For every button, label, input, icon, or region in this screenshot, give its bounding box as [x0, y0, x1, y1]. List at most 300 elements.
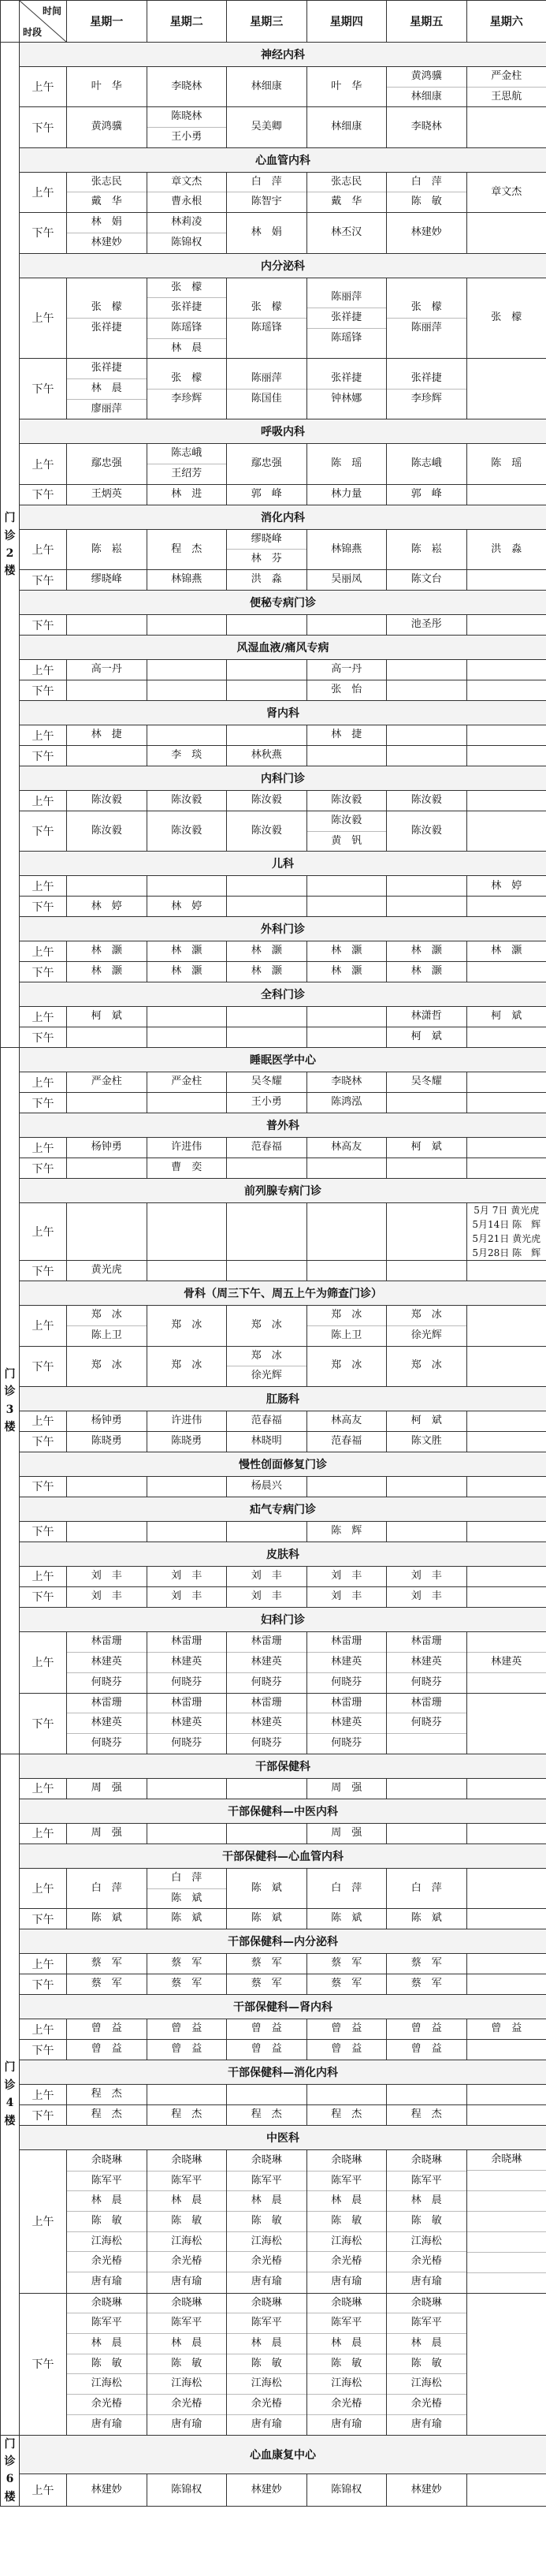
- doctor-name: 严金柱: [171, 1076, 202, 1088]
- doctor-name: 郑 冰: [307, 1306, 387, 1326]
- doctor-cell: [147, 172, 227, 212]
- doctor-cell: [147, 2085, 227, 2105]
- doctor-cell: [147, 1566, 227, 1586]
- doctor-cell: [387, 107, 467, 147]
- doctor-name: 钟林娜: [331, 392, 362, 404]
- doctor-cell: [466, 1521, 546, 1541]
- doctor-cell: [306, 791, 387, 811]
- section-title: 内科门诊: [20, 766, 546, 791]
- doctor-name: [467, 1356, 546, 1376]
- doctor-name: 张祥捷: [307, 308, 387, 329]
- doctor-name: [467, 1477, 546, 1497]
- doctor-name: [307, 1477, 387, 1497]
- day-header: 星期三: [227, 1, 307, 43]
- doctor-name: 林丕汉: [331, 226, 362, 238]
- doctor-cell: [227, 1954, 307, 1974]
- doctor-name: 许进伟: [171, 1415, 202, 1427]
- doctor-name: 张祥捷: [387, 369, 466, 390]
- doctor-name: 陈丽萍: [410, 321, 442, 334]
- doctor-cell: [227, 2473, 307, 2506]
- doctor-name: 郑 冰: [91, 1359, 122, 1372]
- schedule-row: [1, 1778, 546, 1799]
- doctor-cell: [466, 876, 546, 897]
- section-row: [1, 1541, 546, 1566]
- floor-label-text: 门诊6楼: [4, 2437, 16, 2503]
- time-slot: 下午: [20, 1693, 67, 1754]
- section-title: 呼吸内科: [20, 419, 546, 444]
- doctor-name: 章文杰: [491, 185, 522, 198]
- doctor-cell: [387, 1909, 467, 1929]
- doctor-cell: [67, 725, 147, 746]
- doctor-cell: [466, 2040, 546, 2060]
- doctor-cell: [466, 2293, 546, 2435]
- doctor-name: [67, 615, 147, 635]
- doctor-name: 陈军平: [227, 2172, 306, 2192]
- doctor-name: 林建妙: [251, 2483, 282, 2496]
- doctor-name: 林细康: [410, 90, 442, 103]
- doctor-cell: [147, 897, 227, 917]
- doctor-name: 唐有瑜: [331, 2276, 362, 2288]
- doctor-cell: [67, 680, 147, 701]
- doctor-name: 陈汝毅: [410, 794, 442, 807]
- section-row: [1, 1497, 546, 1521]
- doctor-cell: [67, 107, 147, 147]
- doctor-name: 曹永根: [171, 196, 202, 208]
- doctor-name: 张祥捷: [91, 321, 122, 334]
- doctor-name: 曾 益: [91, 2043, 122, 2056]
- doctor-name: 林 娟: [251, 226, 282, 238]
- doctor-cell: [67, 278, 147, 359]
- schedule-row: [1, 172, 546, 212]
- schedule-row: [1, 876, 546, 897]
- doctor-name: 李晓林: [331, 1076, 362, 1088]
- doctor-name: [467, 1879, 546, 1899]
- doctor-cell: [67, 1909, 147, 1929]
- doctor-name: 黄鸿骥: [387, 67, 466, 88]
- doctor-cell: [466, 1476, 546, 1497]
- doctor-cell: [147, 1954, 227, 1974]
- doctor-name: 郑 冰: [387, 1306, 466, 1326]
- doctor-cell: [387, 1007, 467, 1027]
- doctor-name: [467, 2480, 546, 2500]
- doctor-name: 林雷珊: [67, 1694, 147, 1714]
- section-row: [1, 2126, 546, 2150]
- time-slot: 下午: [20, 1027, 67, 1048]
- doctor-cell: [227, 615, 307, 636]
- doctor-cell: [466, 1346, 546, 1386]
- doctor-cell: [387, 359, 467, 419]
- doctor-name: [467, 1713, 546, 1733]
- doctor-name: [67, 1222, 147, 1242]
- doctor-name: 唐有瑜: [171, 2418, 202, 2430]
- doctor-name: 林雷珊: [307, 1632, 387, 1653]
- doctor-cell: [227, 1411, 307, 1431]
- doctor-name: 林 晨: [307, 2191, 387, 2212]
- doctor-name: 唐有瑜: [251, 2418, 282, 2430]
- doctor-name: 陈鸿泓: [331, 1096, 362, 1109]
- doctor-cell: [306, 1823, 387, 1843]
- section-row: [1, 766, 546, 791]
- doctor-name: 林 晨: [147, 2334, 227, 2354]
- doctor-cell: [67, 941, 147, 962]
- schedule-row: [1, 1693, 546, 1754]
- doctor-cell: [387, 1431, 467, 1452]
- doctor-name: 柯 斌: [410, 1141, 442, 1154]
- doctor-cell: [67, 811, 147, 852]
- doctor-cell: [387, 660, 467, 680]
- time-slot: 上午: [20, 1306, 67, 1346]
- doctor-name: 林 灏: [171, 965, 202, 978]
- doctor-name: 陈瑶锋: [147, 319, 227, 339]
- doctor-cell: [306, 876, 387, 897]
- doctor-name: [227, 876, 306, 896]
- doctor-name: 黄光虎: [91, 1264, 122, 1277]
- doctor-name: 余光椿: [227, 2395, 306, 2415]
- doctor-cell: [67, 1261, 147, 1281]
- doctor-cell: [306, 1072, 387, 1093]
- doctor-cell: [387, 529, 467, 569]
- floor-label: [1, 2435, 20, 2507]
- doctor-cell: [147, 1521, 227, 1541]
- section-row: [1, 701, 546, 725]
- doctor-name: 柯 斌: [410, 1031, 442, 1043]
- doctor-cell: [387, 172, 467, 212]
- doctor-name: 陈 敏: [410, 196, 442, 208]
- doctor-cell: [387, 2293, 467, 2435]
- section-row: [1, 43, 546, 67]
- doctor-name: [227, 897, 306, 916]
- doctor-cell: [306, 2019, 387, 2040]
- doctor-name: 何晓芬: [410, 1676, 442, 1688]
- doctor-cell: [306, 1431, 387, 1452]
- doctor-cell: [147, 941, 227, 962]
- doctor-name: 陈 斌: [251, 1881, 282, 1894]
- doctor-cell: [306, 2293, 387, 2435]
- doctor-cell: [147, 1586, 227, 1607]
- doctor-name: 曾 益: [331, 2043, 362, 2056]
- doctor-name: [467, 2354, 546, 2374]
- doctor-cell: [466, 1954, 546, 1974]
- doctor-name: [147, 615, 227, 635]
- doctor-cell: [466, 67, 546, 107]
- doctor-cell: [387, 746, 467, 766]
- doctor-name: 郑 冰: [171, 1359, 202, 1372]
- doctor-cell: [147, 1093, 227, 1113]
- doctor-cell: [227, 2040, 307, 2060]
- schedule-row: [1, 680, 546, 701]
- doctor-cell: [227, 1007, 307, 1027]
- doctor-name: [467, 1632, 546, 1653]
- doctor-cell: [227, 67, 307, 107]
- doctor-name: 林 婷: [91, 900, 122, 912]
- doctor-name: [227, 660, 306, 680]
- doctor-name: [467, 725, 546, 745]
- doctor-name: 鄢忠强: [251, 457, 282, 470]
- doctor-name: [387, 876, 466, 896]
- schedule-row: [1, 213, 546, 253]
- doctor-cell: [387, 1868, 467, 1908]
- section-row: [1, 917, 546, 941]
- doctor-cell: [227, 1203, 307, 1261]
- doctor-name: 林雷珊: [387, 1694, 466, 1714]
- doctor-cell: [67, 962, 147, 982]
- time-slot: 下午: [20, 359, 67, 419]
- doctor-cell: [227, 962, 307, 982]
- doctor-name: 林 晨: [67, 379, 147, 400]
- doctor-cell: [466, 1909, 546, 1929]
- section-title: 干部保健科—心血管内科: [20, 1843, 546, 1868]
- doctor-name: 陈 斌: [251, 1912, 282, 1925]
- schedule-row: [1, 1631, 546, 1693]
- doctor-cell: [306, 725, 387, 746]
- schedule-row: [1, 1974, 546, 1995]
- section-title: 前列腺专病门诊: [20, 1179, 546, 1203]
- time-slot: 上午: [20, 2019, 67, 2040]
- section-title: 风湿血液/痛风专病: [20, 636, 546, 660]
- doctor-name: [467, 2040, 546, 2060]
- doctor-name: 陈军平: [147, 2313, 227, 2334]
- doctor-cell: [466, 1306, 546, 1346]
- schedule-row: [1, 1203, 546, 1261]
- doctor-cell: [387, 615, 467, 636]
- doctor-name: 江海松: [67, 2232, 147, 2253]
- doctor-cell: [466, 444, 546, 484]
- schedule-row: [1, 791, 546, 811]
- doctor-name: 陈汝毅: [410, 824, 442, 837]
- doctor-cell: [306, 811, 387, 852]
- header-row: [1, 1, 546, 43]
- doctor-cell: [306, 1261, 387, 1281]
- doctor-name: 林 婷: [491, 879, 522, 892]
- doctor-cell: [67, 172, 147, 212]
- doctor-cell: [466, 1007, 546, 1027]
- doctor-name: [307, 2085, 387, 2104]
- doctor-name: [227, 2085, 306, 2104]
- doctor-name: 周 强: [91, 1827, 122, 1840]
- doctor-cell: [306, 1411, 387, 1431]
- doctor-cell: [306, 1868, 387, 1908]
- doctor-cell: [387, 897, 467, 917]
- schedule-row: [1, 1027, 546, 1048]
- section-row: [1, 1995, 546, 2019]
- time-label: 时间: [42, 6, 61, 17]
- doctor-cell: [466, 1566, 546, 1586]
- doctor-name: [147, 2085, 227, 2104]
- doctor-name: 林 灏: [491, 945, 522, 957]
- schedule-row: [1, 1072, 546, 1093]
- doctor-name: 余光椿: [67, 2395, 147, 2415]
- time-slot: 上午: [20, 1631, 67, 1693]
- schedule-row: [1, 746, 546, 766]
- doctor-name: [387, 1158, 466, 1178]
- section-title: 内分泌科: [20, 253, 546, 278]
- doctor-name: [307, 1222, 387, 1242]
- doctor-name: 郑 冰: [171, 1318, 202, 1331]
- doctor-name: 陈 斌: [91, 1912, 122, 1925]
- doctor-name: 余光椿: [227, 2252, 306, 2272]
- doctor-name: [467, 1027, 546, 1047]
- time-slot: 下午: [20, 484, 67, 505]
- doctor-cell: [67, 1203, 147, 1261]
- doctor-cell: [387, 1954, 467, 1974]
- doctor-name: [467, 2191, 546, 2212]
- doctor-name: [147, 1779, 227, 1799]
- doctor-name: 林雷珊: [387, 1632, 466, 1653]
- time-slot: 上午: [20, 1203, 67, 1261]
- doctor-name: 刘 丰: [410, 1590, 442, 1603]
- doctor-cell: [67, 1138, 147, 1158]
- doctor-name: 陈汝毅: [331, 794, 362, 807]
- time-slot: 上午: [20, 2473, 67, 2506]
- doctor-cell: [67, 2019, 147, 2040]
- doctor-cell: [387, 2105, 467, 2126]
- doctor-cell: [387, 1072, 467, 1093]
- doctor-name: 陈志峨: [147, 444, 227, 464]
- doctor-name: 何晓芬: [91, 1676, 122, 1688]
- doctor-name: 戴 华: [331, 196, 362, 208]
- doctor-name: 林高友: [331, 1415, 362, 1427]
- doctor-name: 范春福: [251, 1141, 282, 1154]
- doctor-cell: [147, 962, 227, 982]
- doctor-cell: [227, 278, 307, 359]
- doctor-name: 程 杰: [171, 2108, 202, 2121]
- doctor-name: 林 晨: [147, 2191, 227, 2212]
- time-slot: 下午: [20, 746, 67, 766]
- doctor-cell: [387, 1306, 467, 1346]
- schedule-row: [1, 1158, 546, 1179]
- section-row: [1, 1113, 546, 1138]
- doctor-cell: [387, 1158, 467, 1179]
- schedule-row: [1, 2473, 546, 2506]
- doctor-cell: [466, 897, 546, 917]
- doctor-name: 江海松: [307, 2232, 387, 2253]
- time-slot: 上午: [20, 1868, 67, 1908]
- doctor-name: 王炳英: [91, 487, 122, 500]
- doctor-name: 白 萍: [91, 1881, 122, 1894]
- doctor-cell: [147, 67, 227, 107]
- doctor-name: 杨钟勇: [91, 1415, 122, 1427]
- schedule-row: [1, 1138, 546, 1158]
- doctor-cell: [466, 1631, 546, 1693]
- doctor-name: 林 娟: [67, 213, 147, 233]
- doctor-cell: [387, 1346, 467, 1386]
- doctor-cell: [227, 2105, 307, 2126]
- doctor-name: [467, 1587, 546, 1607]
- doctor-cell: [306, 615, 387, 636]
- doctor-name: 叶 华: [91, 80, 122, 92]
- schedule-row: [1, 615, 546, 636]
- doctor-name: 陈 敏: [307, 2354, 387, 2375]
- section-row: [1, 1452, 546, 1476]
- doctor-name: 林 灏: [331, 945, 362, 957]
- doctor-name: 陈汝毅: [91, 824, 122, 837]
- doctor-name: 曾 益: [171, 2022, 202, 2035]
- section-title: 外科门诊: [20, 917, 546, 941]
- doctor-cell: [147, 1431, 227, 1452]
- doctor-cell: [227, 725, 307, 746]
- doctor-cell: [147, 1693, 227, 1754]
- doctor-cell: [147, 1476, 227, 1497]
- doctor-cell: [466, 529, 546, 569]
- doctor-name: [467, 2105, 546, 2125]
- section-row: [1, 1179, 546, 1203]
- doctor-cell: [306, 570, 387, 591]
- section-title: 普外科: [20, 1113, 546, 1138]
- section-row: [1, 505, 546, 529]
- doctor-name: [307, 1027, 387, 1047]
- doctor-name: 余光椿: [387, 2395, 466, 2415]
- doctor-cell: [466, 1431, 546, 1452]
- doctor-name: 唐有瑜: [410, 2418, 442, 2430]
- doctor-cell: [387, 962, 467, 982]
- doctor-name: 何晓芬: [91, 1737, 122, 1750]
- doctor-cell: [227, 897, 307, 917]
- doctor-name: 高一丹: [331, 663, 362, 676]
- section-title: 干部保健科—消化内科: [20, 2060, 546, 2085]
- time-slot: 上午: [20, 791, 67, 811]
- doctor-cell: [67, 1778, 147, 1799]
- doctor-name: 缪晓峰: [91, 573, 122, 586]
- doctor-name: 蔡 军: [331, 1957, 362, 1970]
- doctor-name: 黄 钒: [331, 834, 362, 847]
- doctor-cell: [147, 1306, 227, 1346]
- section-title: 全科门诊: [20, 982, 546, 1007]
- doctor-name: [67, 876, 147, 896]
- doctor-cell: [147, 876, 227, 897]
- doctor-name: 张志民: [307, 173, 387, 193]
- doctor-name: 蔡 军: [251, 1978, 282, 1990]
- doctor-name: 陈 辉: [331, 1525, 362, 1538]
- doctor-name: 林力量: [331, 487, 362, 500]
- doctor-cell: [227, 876, 307, 897]
- day-header: 星期一: [67, 1, 147, 43]
- doctor-name: 郑 冰: [227, 1347, 306, 1367]
- section-title: 干部保健科—中医内科: [20, 1799, 546, 1823]
- doctor-name: 余晓琳: [467, 2150, 546, 2171]
- doctor-cell: [306, 1158, 387, 1179]
- doctor-cell: [67, 1566, 147, 1586]
- schedule-row: [1, 484, 546, 505]
- doctor-name: 唐有瑜: [91, 2418, 122, 2430]
- doctor-name: 林潇哲: [410, 1010, 442, 1023]
- doctor-name: 5月 7日 黄光虎: [474, 1205, 540, 1217]
- doctor-cell: [466, 1778, 546, 1799]
- doctor-cell: [387, 2019, 467, 2040]
- doctor-name: 李珍辉: [410, 392, 442, 404]
- doctor-name: 张 檬: [387, 298, 466, 319]
- section-row: [1, 419, 546, 444]
- doctor-cell: [67, 529, 147, 569]
- doctor-cell: [466, 1823, 546, 1843]
- doctor-name: [467, 1567, 546, 1586]
- doctor-name: [387, 1261, 466, 1281]
- floor-label: [1, 1754, 20, 2435]
- doctor-cell: [67, 1007, 147, 1027]
- doctor-name: 曾 益: [251, 2022, 282, 2035]
- section-row: [1, 591, 546, 615]
- doctor-name: [307, 1007, 387, 1027]
- section-title: 便秘专病门诊: [20, 591, 546, 615]
- doctor-name: 陈志峨: [410, 457, 442, 470]
- doctor-name: 林建英: [67, 1653, 147, 1673]
- doctor-cell: [306, 1027, 387, 1048]
- doctor-name: 曹 奕: [171, 1161, 202, 1174]
- time-slot: 下午: [20, 1261, 67, 1281]
- doctor-name: 陈锦权: [171, 236, 202, 248]
- doctor-name: 洪 淼: [491, 542, 522, 555]
- doctor-name: 林 灏: [251, 945, 282, 957]
- doctor-name: 陈瑶锋: [331, 331, 362, 344]
